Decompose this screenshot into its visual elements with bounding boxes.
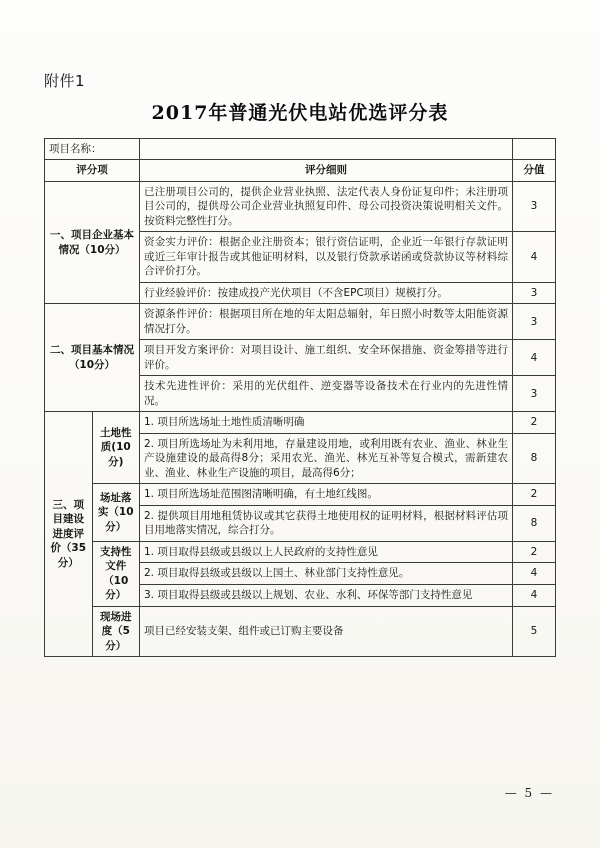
- page-title: 2017年普通光伏电站优选评分表: [151, 102, 449, 124]
- page-number: — 5 —: [504, 786, 554, 800]
- table-row: [45, 412, 556, 433]
- score-cell: 3: [513, 376, 556, 412]
- detail-cell: 已注册项目公司的，提供企业营业执照、法定代表人身份证复印件；未注册项目公司的，提供母公司企业营业执照复印件、母公司投资决策说明相关文件。按资料完整性打分。: [140, 181, 513, 231]
- attachment-label: 附件1: [44, 72, 86, 90]
- project-name-score-blank: [513, 139, 556, 160]
- detail-cell: 项目已经安装支架、组件或已订购主要设备: [140, 606, 513, 656]
- score-cell: 3: [513, 181, 556, 231]
- header-score: 分值: [513, 160, 556, 181]
- detail-cell: 2. 项目取得县级或县级以上国土、林业部门支持性意见。: [140, 563, 513, 585]
- score-cell: 8: [513, 433, 556, 483]
- table-header-row: [45, 160, 556, 181]
- score-cell: 2: [513, 412, 556, 433]
- score-cell: 3: [513, 282, 556, 303]
- table-row: [45, 304, 556, 340]
- table-row: [45, 541, 556, 563]
- project-name-label: 项目名称：: [45, 139, 140, 160]
- subgroup-cell-site: 场址落实（10分）: [92, 484, 140, 541]
- header-detail: 评分细则: [140, 160, 513, 181]
- detail-cell: 项目开发方案评价：对项目设计、施工组织、安全环保措施、资金筹措等进行评价。: [140, 340, 513, 376]
- detail-cell: 3. 项目取得县级或县级以上规划、农业、水利、环保等部门支持性意见: [140, 584, 513, 606]
- subgroup-cell-land: 土地性质(10分): [92, 412, 140, 484]
- table-row: [45, 484, 556, 505]
- score-cell: 3: [513, 304, 556, 340]
- project-name-value[interactable]: [140, 139, 513, 160]
- header-category: 评分项: [45, 160, 140, 181]
- table-row: [45, 181, 556, 231]
- detail-cell: 技术先进性评价：采用的光伏组件、逆变器等设备技术在行业内的先进性情况。: [140, 376, 513, 412]
- category-cell-2: 二、项目基本情况（10分）: [45, 304, 140, 412]
- detail-cell: 资源条件评价：根据项目所在地的年太阳总辐射，年日照小时数等太阳能资源情况打分。: [140, 304, 513, 340]
- score-cell: 5: [513, 606, 556, 656]
- score-cell: 8: [513, 505, 556, 541]
- score-cell: 4: [513, 232, 556, 282]
- detail-cell: 2. 项目所选场址为未利用地，存量建设用地，或利用既有农业、渔业、林业生产设施建设的最高得8分；采用农光、渔光、林光互补等复合模式，需新建农业、渔业、林业生产设施的项目，最高得6分；: [140, 433, 513, 483]
- detail-cell: 1. 项目所选场址土地性质清晰明确: [140, 412, 513, 433]
- table-row-project-name: [45, 139, 556, 160]
- score-cell: 2: [513, 541, 556, 563]
- score-cell: 4: [513, 584, 556, 606]
- score-cell: 2: [513, 484, 556, 505]
- category-cell-1: 一、项目企业基本情况（10分）: [45, 181, 140, 303]
- detail-cell: 资金实力评价：根据企业注册资本；银行资信证明，企业近一年银行存款证明或近三年审计报告或其他证明材料，以及银行贷款承诺函或贷款协议等材料综合评价打分。: [140, 232, 513, 282]
- score-cell: 4: [513, 340, 556, 376]
- score-table: [44, 138, 556, 657]
- detail-cell: 行业经验评价：按建成投产光伏项目（不含EPC项目）规模打分。: [140, 282, 513, 303]
- detail-cell: 2. 提供项目用地租赁协议或其它获得土地使用权的证明材料，根据材料评估项目用地落实情况，综合打分。: [140, 505, 513, 541]
- detail-cell: 1. 项目取得县级或县级以上人民政府的支持性意见: [140, 541, 513, 563]
- table-row: [45, 606, 556, 656]
- subgroup-cell-support-docs: 支持性文件（10分）: [92, 541, 140, 606]
- category-cell-3: 三、项目建设进度评价（35分）: [45, 412, 93, 657]
- detail-cell: 1. 项目所选场址范围图清晰明确，有土地红线图。: [140, 484, 513, 505]
- score-cell: 4: [513, 563, 556, 585]
- subgroup-cell-site-progress: 现场进度（5分）: [92, 606, 140, 656]
